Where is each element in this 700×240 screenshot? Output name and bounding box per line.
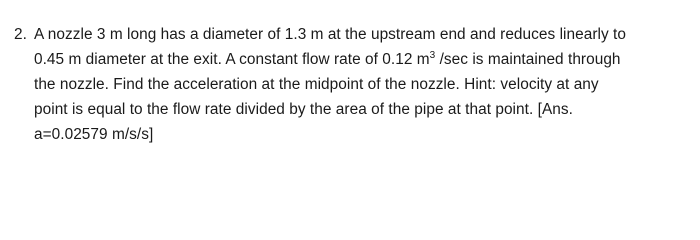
problem-line-2 (14, 47, 694, 72)
problem-text-line-3: the nozzle. Find the acceleration at the midpoint of the nozzle. Hint: velocity at any (34, 76, 599, 93)
answer-text: a=0.02579 m/s/s] (34, 126, 154, 143)
problem-line-3 (14, 72, 694, 97)
problem-text-line-2b: /sec is maintained through (435, 51, 621, 68)
problem-text-line-1: A nozzle 3 m long has a diameter of 1.3 m at the upstream end and reduces linearly to (34, 26, 626, 43)
cubic-superscript: 3 (429, 50, 436, 61)
problem-line-5 (14, 122, 694, 147)
problem-line-1 (14, 22, 694, 47)
problem-text-line-4: point is equal to the flow rate divided by the area of the pipe at that point. [Ans. (34, 101, 573, 118)
problem-text-line-2a: 0.45 m diameter at the exit. A constant flow rate of 0.12 m (34, 51, 430, 68)
problem-number: 2. (14, 26, 27, 43)
problem-line-4 (14, 97, 694, 122)
problem-statement (14, 22, 694, 147)
